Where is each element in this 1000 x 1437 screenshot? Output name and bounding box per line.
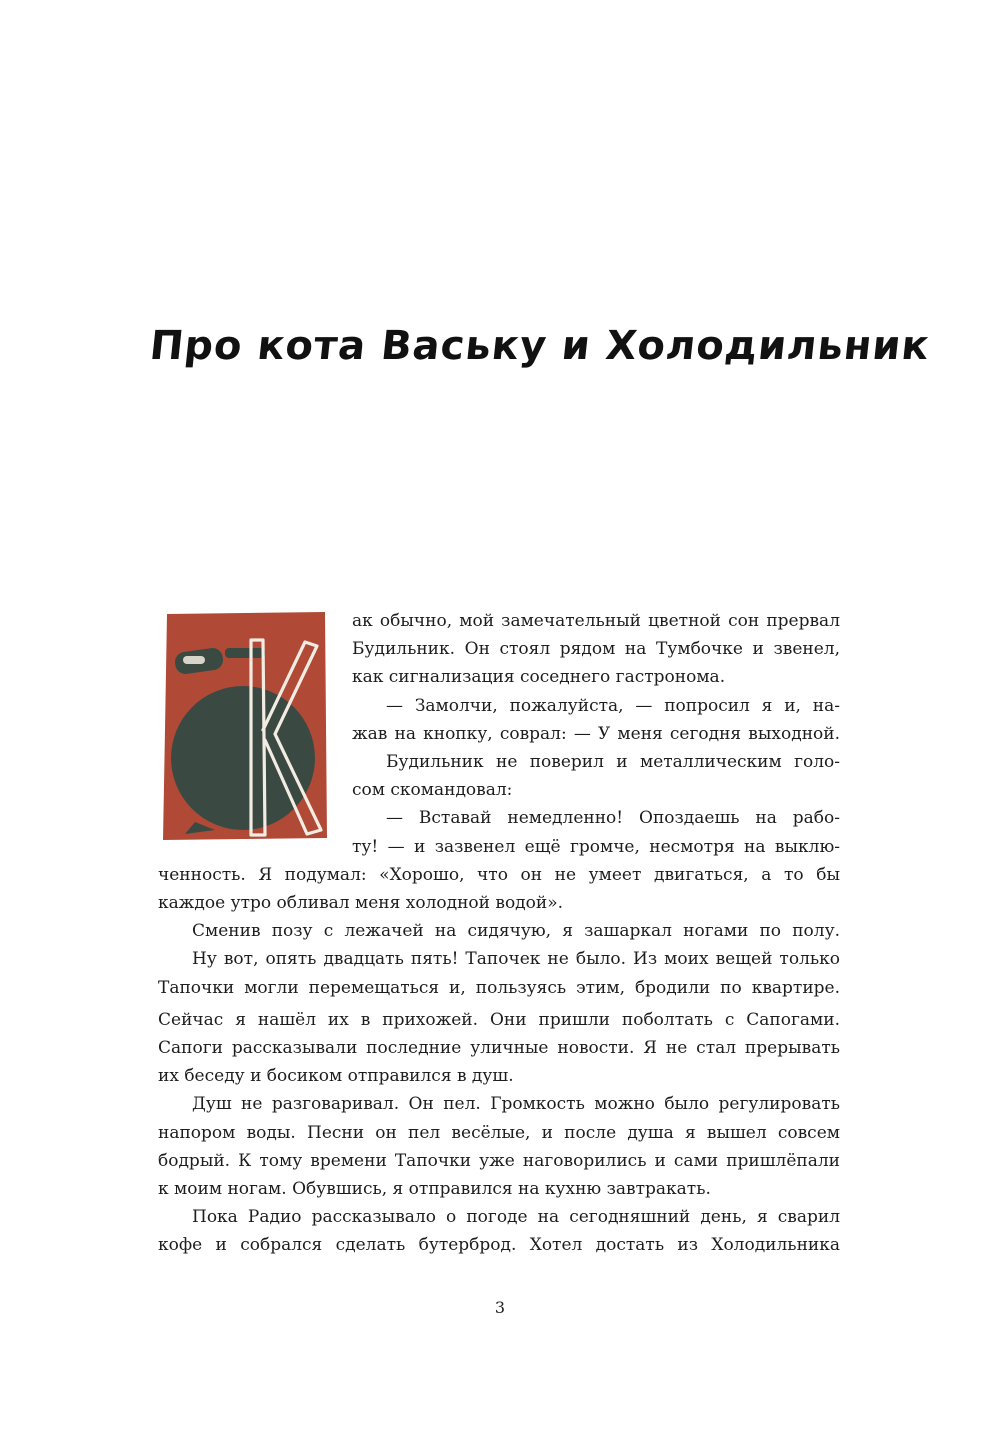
text-line: как сигнализация соседнего гастронома. [352, 667, 726, 688]
text-line: Сейчас я нашёл их в прихожей. Они пришли поболтать с Сапогами. [158, 1009, 840, 1030]
drop-cap-letter: К [55, 510, 56, 511]
text-line: ченность. Я подумал: «Хорошо, что он не умеет двигаться, а то бы [158, 864, 840, 885]
text-line: Будильник не поверил и металлическим голо- [386, 752, 840, 773]
chapter-body [158, 607, 840, 1264]
text-line: ак обычно, мой замечательный цветной сон прервал [352, 611, 840, 631]
chapter-title: Про кота Ваську и Холодильник [147, 323, 933, 369]
text-line: Сменив позу с лежачей на сидячую, я зашаркал ногами по полу. [192, 921, 840, 942]
text-line: жав на кнопку, соврал: — У меня сегодня выходной. [352, 723, 840, 744]
text-line: к моим ногам. Обувшись, я отправился на кухню завтракать. [158, 1179, 711, 1200]
text-line: ту! — и зазвенел ещё громче, несмотря на выклю- [352, 836, 840, 857]
text-line: кофе и собрался сделать бутерброд. Хотел достать из Холодильника [158, 1235, 840, 1256]
text-line: Пока Радио рассказывало о погоде на сегодняшний день, я сварил [192, 1207, 840, 1228]
text-line: их беседу и босиком отправился в душ. [158, 1066, 514, 1087]
text-line: Душ не разговаривал. Он пел. Громкость можно было регулировать [192, 1094, 840, 1115]
text-line: — Вставай немедленно! Опоздаешь на рабо- [386, 808, 840, 829]
text-line: бодрый. К тому времени Тапочки уже наговорились и сами пришлёпали [158, 1150, 840, 1171]
text-line: Ну вот, опять двадцать пять! Тапочек не было. Из моих вещей только [192, 949, 840, 970]
text-line: — Замолчи, пожалуйста, — попросил я и, на- [386, 695, 840, 716]
text-line: Сапоги рассказывали последние уличные новости. Я не стал прерывать [158, 1038, 840, 1059]
page-number: 3 [494, 1298, 506, 1317]
text-line: Будильник. Он стоял рядом на Тумбочке и звенел, [352, 639, 840, 660]
text-line: напором воды. Песни он пел весёлые, и после душа я вышел совсем [158, 1122, 840, 1143]
text-line: сом скомандовал: [352, 780, 513, 801]
text-line: каждое утро обливал меня холодной водой». [158, 893, 564, 914]
text-line: Тапочки могли перемещаться и, пользуясь этим, бродили по квартире. [158, 977, 840, 998]
